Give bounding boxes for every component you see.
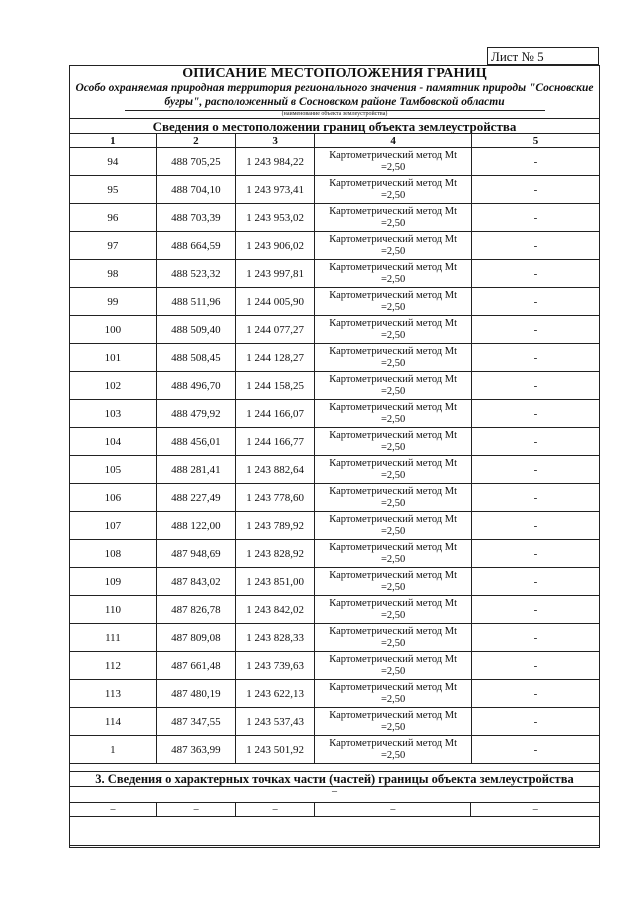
point-number: 111 <box>70 624 157 652</box>
table-row <box>70 568 600 596</box>
point-number: 104 <box>70 428 157 456</box>
method-cell <box>315 260 472 288</box>
section-3-heading: 3. Сведения о характерных точках части (частей) границы объекта землеустройства <box>69 771 600 787</box>
column-header: 5 <box>472 134 600 148</box>
table-row <box>70 803 600 817</box>
method-line-2: =2,50 <box>380 637 406 649</box>
table-cell: – <box>70 803 157 817</box>
method-line-2: =2,50 <box>380 385 406 397</box>
coord-y: 1 243 984,22 <box>236 148 315 176</box>
coord-y: 1 243 537,43 <box>236 708 315 736</box>
coord-y: 1 243 973,41 <box>236 176 315 204</box>
method-line-1: Картометрический метод Mt <box>329 653 457 665</box>
method-cell <box>315 652 472 680</box>
method-line-2: =2,50 <box>380 301 406 313</box>
part-points-table <box>69 802 600 846</box>
accuracy-value: - <box>472 344 600 372</box>
table-row <box>70 596 600 624</box>
coord-x: 487 948,69 <box>156 540 235 568</box>
table-row <box>70 232 600 260</box>
accuracy-value: - <box>472 456 600 484</box>
point-number: 113 <box>70 680 157 708</box>
method-line-2: =2,50 <box>380 441 406 453</box>
method-line-2: =2,50 <box>380 245 406 257</box>
document-title: ОПИСАНИЕ МЕСТОПОЛОЖЕНИЯ ГРАНИЦ <box>182 66 487 81</box>
method-line-1: Картометрический метод Mt <box>329 177 457 189</box>
coord-y: 1 243 828,92 <box>236 540 315 568</box>
table-row <box>70 204 600 232</box>
point-number: 94 <box>70 148 157 176</box>
coord-y: 1 243 851,00 <box>236 568 315 596</box>
method-line-1: Картометрический метод Mt <box>329 345 457 357</box>
column-header: 1 <box>70 134 157 148</box>
table-row <box>70 344 600 372</box>
accuracy-value: - <box>472 484 600 512</box>
table-row <box>70 736 600 764</box>
method-line-2: =2,50 <box>380 721 406 733</box>
method-line-2: =2,50 <box>380 497 406 509</box>
coord-x: 488 281,41 <box>156 456 235 484</box>
method-line-1: Картометрический метод Mt <box>329 681 457 693</box>
method-cell <box>315 232 472 260</box>
coord-x: 487 843,02 <box>156 568 235 596</box>
table-header-row <box>70 134 600 148</box>
accuracy-value: - <box>472 652 600 680</box>
method-line-2: =2,50 <box>380 665 406 677</box>
coord-y: 1 243 842,02 <box>236 596 315 624</box>
coord-y: 1 243 953,02 <box>236 204 315 232</box>
table-row <box>70 652 600 680</box>
coord-y: 1 243 828,33 <box>236 624 315 652</box>
accuracy-value: - <box>472 568 600 596</box>
method-line-1: Картометрический метод Mt <box>329 289 457 301</box>
coordinates-table <box>69 133 600 764</box>
empty-cell <box>70 817 600 846</box>
coord-y: 1 243 778,60 <box>236 484 315 512</box>
method-line-1: Картометрический метод Mt <box>329 513 457 525</box>
method-cell <box>315 204 472 232</box>
method-line-2: =2,50 <box>380 581 406 593</box>
coord-x: 487 480,19 <box>156 680 235 708</box>
coord-y: 1 243 622,13 <box>236 680 315 708</box>
method-cell <box>315 708 472 736</box>
accuracy-value: - <box>472 260 600 288</box>
point-number: 98 <box>70 260 157 288</box>
method-line-2: =2,50 <box>380 609 406 621</box>
accuracy-value: - <box>472 736 600 764</box>
table-cell: – <box>471 803 600 817</box>
coord-y: 1 243 739,63 <box>236 652 315 680</box>
method-cell <box>315 736 472 764</box>
method-line-2: =2,50 <box>380 525 406 537</box>
method-line-1: Картометрический метод Mt <box>329 233 457 245</box>
method-line-2: =2,50 <box>380 273 406 285</box>
table-row <box>70 484 600 512</box>
method-line-1: Картометрический метод Mt <box>329 429 457 441</box>
table-row <box>70 428 600 456</box>
method-line-2: =2,50 <box>380 189 406 201</box>
table-row <box>70 316 600 344</box>
method-cell <box>315 428 472 456</box>
method-cell <box>315 680 472 708</box>
coord-x: 488 664,59 <box>156 232 235 260</box>
object-name-caption: (наименование объекта землеустройства) <box>281 111 388 117</box>
accuracy-value: - <box>472 316 600 344</box>
table-cell: – <box>236 803 315 817</box>
table-cell: – <box>157 803 236 817</box>
method-cell <box>315 400 472 428</box>
table-row <box>70 456 600 484</box>
coord-x: 488 703,39 <box>156 204 235 232</box>
method-line-1: Картометрический метод Mt <box>329 373 457 385</box>
table-row <box>70 512 600 540</box>
accuracy-value: - <box>472 400 600 428</box>
point-number: 105 <box>70 456 157 484</box>
accuracy-value: - <box>472 428 600 456</box>
method-line-2: =2,50 <box>380 469 406 481</box>
accuracy-value: - <box>472 372 600 400</box>
point-number: 101 <box>70 344 157 372</box>
point-number: 110 <box>70 596 157 624</box>
table-row <box>70 372 600 400</box>
method-cell <box>315 176 472 204</box>
method-line-1: Картометрический метод Mt <box>329 597 457 609</box>
coord-y: 1 243 906,02 <box>236 232 315 260</box>
coord-x: 488 227,49 <box>156 484 235 512</box>
method-line-2: =2,50 <box>380 693 406 705</box>
accuracy-value: - <box>472 624 600 652</box>
method-line-2: =2,50 <box>380 413 406 425</box>
coord-y: 1 243 997,81 <box>236 260 315 288</box>
table-row <box>70 400 600 428</box>
method-line-2: =2,50 <box>380 217 406 229</box>
method-line-2: =2,50 <box>380 161 406 173</box>
coord-x: 488 704,10 <box>156 176 235 204</box>
method-line-1: Картометрический метод Mt <box>329 625 457 637</box>
accuracy-value: - <box>472 176 600 204</box>
method-line-1: Картометрический метод Mt <box>329 149 457 161</box>
method-line-2: =2,50 <box>380 357 406 369</box>
point-number: 102 <box>70 372 157 400</box>
coord-y: 1 244 005,90 <box>236 288 315 316</box>
table-row <box>70 288 600 316</box>
point-number: 97 <box>70 232 157 260</box>
column-header: 4 <box>315 134 472 148</box>
accuracy-value: - <box>472 288 600 316</box>
table-row <box>70 708 600 736</box>
column-header: 2 <box>156 134 235 148</box>
method-line-1: Картометрический метод Mt <box>329 401 457 413</box>
coord-x: 488 456,01 <box>156 428 235 456</box>
section-heading: Сведения о местоположении границ объекта землеустройства <box>69 118 600 134</box>
coord-y: 1 244 158,25 <box>236 372 315 400</box>
section-3-dash: – <box>332 786 337 797</box>
accuracy-value: - <box>472 596 600 624</box>
table-row <box>70 540 600 568</box>
coord-y: 1 244 166,07 <box>236 400 315 428</box>
accuracy-value: - <box>472 232 600 260</box>
method-line-1: Картометрический метод Mt <box>329 485 457 497</box>
method-line-1: Картометрический метод Mt <box>329 457 457 469</box>
coord-y: 1 244 166,77 <box>236 428 315 456</box>
point-number: 112 <box>70 652 157 680</box>
accuracy-value: - <box>472 680 600 708</box>
coord-x: 487 809,08 <box>156 624 235 652</box>
method-cell <box>315 568 472 596</box>
coord-x: 488 479,92 <box>156 400 235 428</box>
coord-x: 487 363,99 <box>156 736 235 764</box>
table-cell: – <box>315 803 471 817</box>
coord-y: 1 243 882,64 <box>236 456 315 484</box>
method-line-1: Картометрический метод Mt <box>329 317 457 329</box>
object-name-line-2: бугры", расположенный в Сосновском районе Тамбовской области <box>164 96 505 108</box>
table-row <box>70 148 600 176</box>
point-number: 95 <box>70 176 157 204</box>
accuracy-value: - <box>472 540 600 568</box>
coord-x: 488 523,32 <box>156 260 235 288</box>
method-cell <box>315 596 472 624</box>
coord-x: 488 508,45 <box>156 344 235 372</box>
method-cell <box>315 288 472 316</box>
coord-x: 487 826,78 <box>156 596 235 624</box>
coord-y: 1 244 128,27 <box>236 344 315 372</box>
coord-x: 488 705,25 <box>156 148 235 176</box>
accuracy-value: - <box>472 708 600 736</box>
coord-x: 488 496,70 <box>156 372 235 400</box>
table-row <box>70 260 600 288</box>
coord-y: 1 243 789,92 <box>236 512 315 540</box>
accuracy-value: - <box>472 512 600 540</box>
object-name-line-1: Особо охраняемая природная территория регионального значения - памятник природы "Сосновские <box>75 82 594 94</box>
method-line-2: =2,50 <box>380 749 406 761</box>
method-cell <box>315 624 472 652</box>
method-line-1: Картометрический метод Mt <box>329 737 457 749</box>
coord-x: 488 122,00 <box>156 512 235 540</box>
accuracy-value: - <box>472 204 600 232</box>
table-row <box>70 176 600 204</box>
table-row <box>70 624 600 652</box>
table-row <box>70 680 600 708</box>
point-number: 109 <box>70 568 157 596</box>
coord-x: 487 661,48 <box>156 652 235 680</box>
point-number: 107 <box>70 512 157 540</box>
method-line-2: =2,50 <box>380 329 406 341</box>
coord-x: 488 509,40 <box>156 316 235 344</box>
table-row <box>70 817 600 846</box>
method-line-1: Картометрический метод Mt <box>329 569 457 581</box>
method-line-1: Картометрический метод Mt <box>329 709 457 721</box>
point-number: 103 <box>70 400 157 428</box>
coord-x: 487 347,55 <box>156 708 235 736</box>
point-number: 106 <box>70 484 157 512</box>
coord-y: 1 244 077,27 <box>236 316 315 344</box>
method-cell <box>315 512 472 540</box>
method-line-1: Картометрический метод Mt <box>329 541 457 553</box>
sheet-number: Лист № 5 <box>487 47 599 65</box>
accuracy-value: - <box>472 148 600 176</box>
coord-x: 488 511,96 <box>156 288 235 316</box>
method-cell <box>315 372 472 400</box>
point-number: 114 <box>70 708 157 736</box>
point-number: 100 <box>70 316 157 344</box>
method-line-1: Картометрический метод Mt <box>329 261 457 273</box>
coord-y: 1 243 501,92 <box>236 736 315 764</box>
method-line-1: Картометрический метод Mt <box>329 205 457 217</box>
point-number: 96 <box>70 204 157 232</box>
point-number: 99 <box>70 288 157 316</box>
point-number: 1 <box>70 736 157 764</box>
column-header: 3 <box>236 134 315 148</box>
method-line-2: =2,50 <box>380 553 406 565</box>
method-cell <box>315 484 472 512</box>
method-cell <box>315 344 472 372</box>
point-number: 108 <box>70 540 157 568</box>
method-cell <box>315 148 472 176</box>
object-name <box>74 81 595 109</box>
method-cell <box>315 456 472 484</box>
method-cell <box>315 540 472 568</box>
method-cell <box>315 316 472 344</box>
